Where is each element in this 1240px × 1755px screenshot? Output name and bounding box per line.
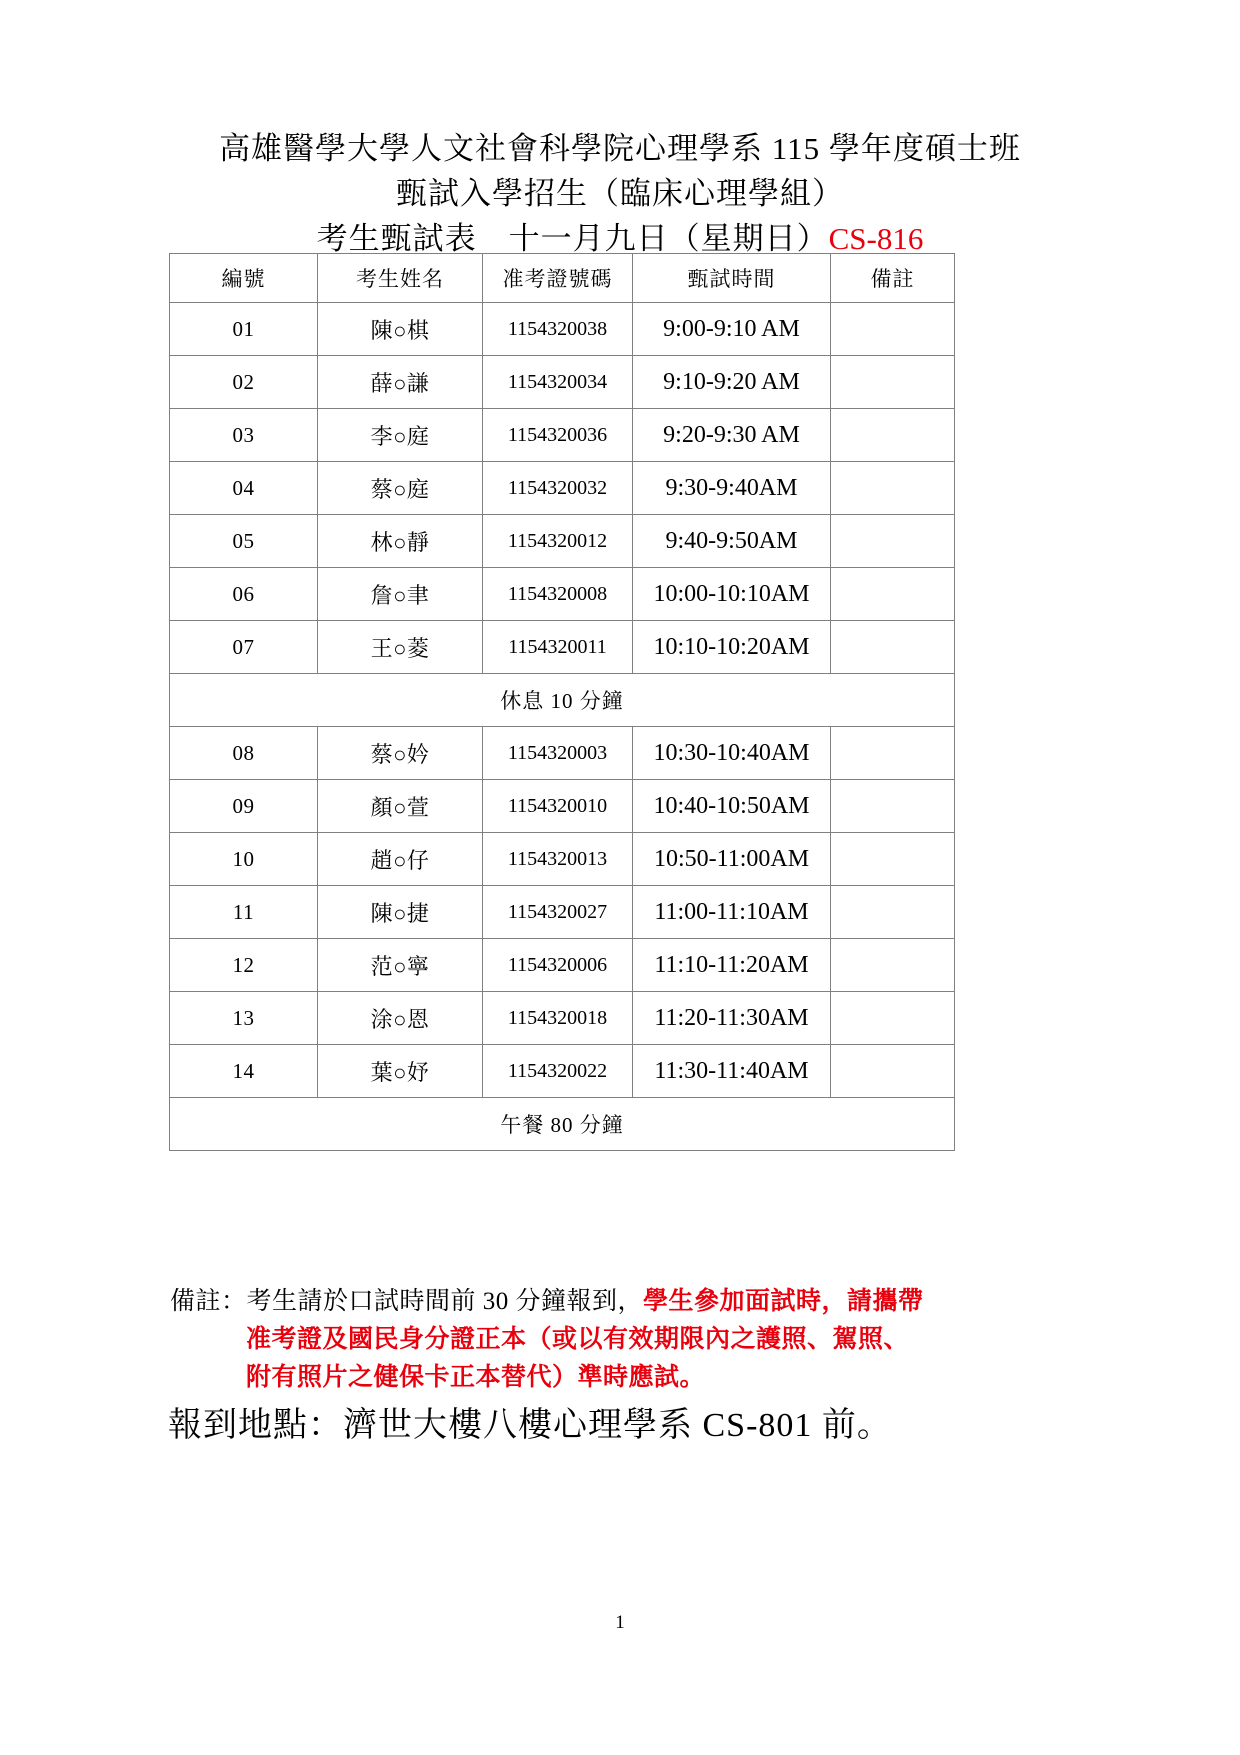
- cell-no: 04: [170, 462, 318, 515]
- cell-exam-id: 1154320011: [483, 621, 633, 674]
- cell-no: 06: [170, 568, 318, 621]
- cell-no: 02: [170, 356, 318, 409]
- break-row-lunch: [170, 1098, 955, 1151]
- cell-no: 14: [170, 1045, 318, 1098]
- note-line-3-red: 附有照片之健保卡正本替代）準時應試。: [246, 1364, 706, 1391]
- cell-name: 蔡○妗: [318, 727, 483, 780]
- cell-no: 10: [170, 833, 318, 886]
- note-line-1-red: 學生參加面試時，請攜帶: [643, 1288, 924, 1315]
- header-note: 備註: [831, 254, 955, 303]
- cell-exam-id: 1154320022: [483, 1045, 633, 1098]
- cell-no: 05: [170, 515, 318, 568]
- cell-name: 王○菱: [318, 621, 483, 674]
- cell-note: [831, 833, 955, 886]
- cell-name: 范○寧: [318, 939, 483, 992]
- cell-note: [831, 780, 955, 833]
- note-line-2: [170, 1321, 1070, 1359]
- cell-time: 10:10-10:20AM: [633, 621, 831, 674]
- cell-exam-id: 1154320013: [483, 833, 633, 886]
- cell-no: 09: [170, 780, 318, 833]
- cell-no: 12: [170, 939, 318, 992]
- cell-name: 陳○捷: [318, 886, 483, 939]
- cell-exam-id: 1154320036: [483, 409, 633, 462]
- cell-time: 9:30-9:40AM: [633, 462, 831, 515]
- cell-name: 趙○仔: [318, 833, 483, 886]
- cell-time: 11:00-11:10AM: [633, 886, 831, 939]
- cell-name: 蔡○庭: [318, 462, 483, 515]
- table-row: [170, 727, 955, 780]
- cell-note: [831, 886, 955, 939]
- cell-time: 10:00-10:10AM: [633, 568, 831, 621]
- title-line-2: 甄試入學招生（臨床心理學組）: [396, 176, 844, 211]
- cell-exam-id: 1154320012: [483, 515, 633, 568]
- cell-note: [831, 409, 955, 462]
- cell-name: 薛○謙: [318, 356, 483, 409]
- note-line-2-red: 准考證及國民身分證正本（或以有效期限內之護照、駕照、: [246, 1326, 910, 1353]
- table-row: [170, 833, 955, 886]
- table-row: [170, 409, 955, 462]
- cell-note: [831, 1045, 955, 1098]
- cell-exam-id: 1154320032: [483, 462, 633, 515]
- header-time: 甄試時間: [633, 254, 831, 303]
- cell-note: [831, 992, 955, 1045]
- cell-name: 顏○萱: [318, 780, 483, 833]
- cell-note: [831, 621, 955, 674]
- cell-exam-id: 1154320010: [483, 780, 633, 833]
- table-row: [170, 886, 955, 939]
- cell-time: 9:20-9:30 AM: [633, 409, 831, 462]
- cell-name: 林○靜: [318, 515, 483, 568]
- table-row: [170, 939, 955, 992]
- cell-no: 07: [170, 621, 318, 674]
- header-exam-id: 准考證號碼: [483, 254, 633, 303]
- note-line-3: [170, 1359, 1070, 1397]
- page-number: 1: [615, 1612, 625, 1633]
- cell-no: 03: [170, 409, 318, 462]
- cell-name: 陳○棋: [318, 303, 483, 356]
- cell-note: [831, 356, 955, 409]
- cell-no: 11: [170, 886, 318, 939]
- table-row: [170, 992, 955, 1045]
- cell-name: 李○庭: [318, 409, 483, 462]
- cell-exam-id: 1154320034: [483, 356, 633, 409]
- cell-time: 10:50-11:00AM: [633, 833, 831, 886]
- cell-name: 詹○聿: [318, 568, 483, 621]
- break-row-rest: [170, 674, 955, 727]
- cell-name: 涂○恩: [318, 992, 483, 1045]
- cell-note: [831, 939, 955, 992]
- cell-no: 08: [170, 727, 318, 780]
- table-header-row: [170, 254, 955, 303]
- cell-no: 01: [170, 303, 318, 356]
- cell-time: 9:00-9:10 AM: [633, 303, 831, 356]
- table-row: [170, 621, 955, 674]
- table-row: [170, 462, 955, 515]
- footer-notes: [170, 1283, 1070, 1397]
- cell-time: 11:30-11:40AM: [633, 1045, 831, 1098]
- break-label-rest: 休息 10 分鐘: [170, 674, 955, 727]
- cell-note: [831, 462, 955, 515]
- cell-exam-id: 1154320038: [483, 303, 633, 356]
- break-label-lunch: 午餐 80 分鐘: [170, 1098, 955, 1151]
- cell-note: [831, 568, 955, 621]
- table-row: [170, 515, 955, 568]
- table-body: [170, 303, 955, 1151]
- cell-note: [831, 303, 955, 356]
- cell-time: 11:10-11:20AM: [633, 939, 831, 992]
- cell-time: 11:20-11:30AM: [633, 992, 831, 1045]
- cell-note: [831, 515, 955, 568]
- cell-exam-id: 1154320018: [483, 992, 633, 1045]
- table-row: [170, 1045, 955, 1098]
- title-line-1: 高雄醫學大學人文社會科學院心理學系 115 學年度碩士班: [219, 131, 1021, 166]
- table-row: [170, 568, 955, 621]
- document-title-block: [0, 126, 1240, 261]
- cell-exam-id: 1154320008: [483, 568, 633, 621]
- cell-time: 9:40-9:50AM: [633, 515, 831, 568]
- cell-exam-id: 1154320003: [483, 727, 633, 780]
- note-line-1: [170, 1283, 1070, 1321]
- cell-name: 葉○妤: [318, 1045, 483, 1098]
- table-row: [170, 303, 955, 356]
- header-name: 考生姓名: [318, 254, 483, 303]
- cell-exam-id: 1154320027: [483, 886, 633, 939]
- cell-note: [831, 727, 955, 780]
- candidate-schedule-table: [169, 253, 955, 1151]
- cell-no: 13: [170, 992, 318, 1045]
- report-location-line: 報到地點：濟世大樓八樓心理學系 CS-801 前。: [168, 1407, 892, 1444]
- cell-time: 10:40-10:50AM: [633, 780, 831, 833]
- cell-time: 9:10-9:20 AM: [633, 356, 831, 409]
- table-row: [170, 356, 955, 409]
- title-line-3-text: 考生甄試表 十一月九日（星期日）: [316, 221, 829, 256]
- header-no: 編號: [170, 254, 318, 303]
- cell-time: 10:30-10:40AM: [633, 727, 831, 780]
- note-line-1-black: 備註：考生請於口試時間前 30 分鐘報到，: [170, 1288, 644, 1315]
- cell-exam-id: 1154320006: [483, 939, 633, 992]
- room-code: CS-816: [828, 221, 924, 256]
- table-row: [170, 780, 955, 833]
